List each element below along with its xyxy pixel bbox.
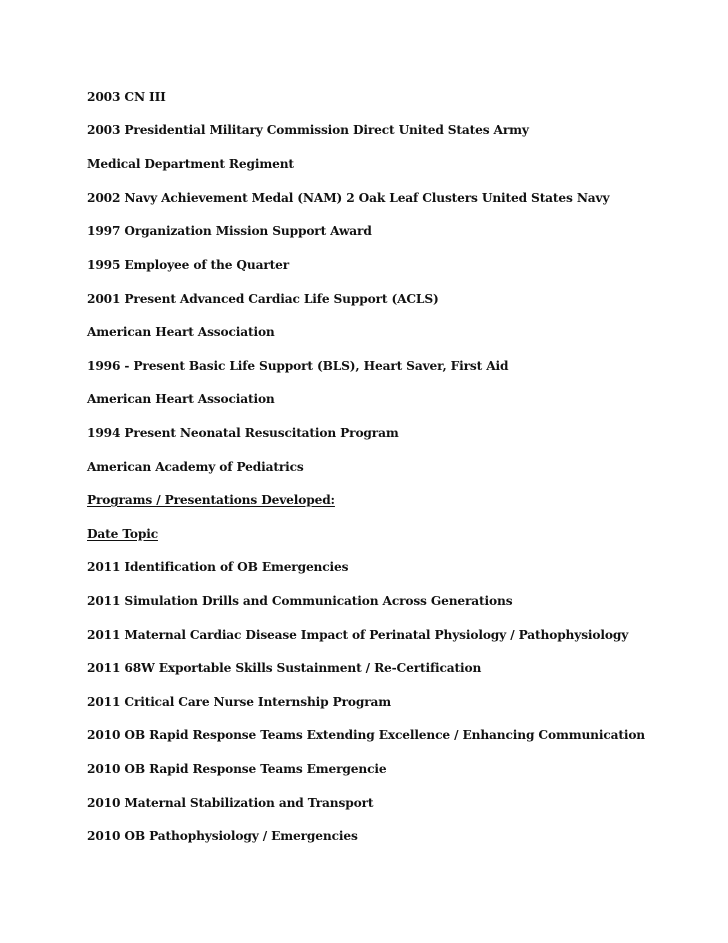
program-line: 2011 Maternal Cardiac Disease Impact of Perinatal Physiology / Pathophysiology: [87, 628, 629, 642]
award-line: 1995 Employee of the Quarter: [87, 258, 289, 272]
program-line: 2010 OB Rapid Response Teams Emergencie: [87, 762, 387, 776]
certification-line: 2001 Present Advanced Cardiac Life Support (ACLS): [87, 292, 439, 306]
certification-line: American Heart Association: [87, 325, 275, 339]
award-line: 2002 Navy Achievement Medal (NAM) 2 Oak Leaf Clusters United States Navy: [87, 191, 610, 205]
program-line: 2010 OB Pathophysiology / Emergencies: [87, 829, 358, 843]
certification-line: American Academy of Pediatrics: [87, 460, 304, 474]
certification-line: American Heart Association: [87, 392, 275, 406]
award-line: 1997 Organization Mission Support Award: [87, 224, 372, 238]
program-line: 2011 Critical Care Nurse Internship Program: [87, 695, 392, 709]
program-line: 2010 Maternal Stabilization and Transport: [87, 796, 374, 810]
program-line: 2011 Simulation Drills and Communication Across Generations: [87, 594, 513, 608]
program-line: 2011 Identification of OB Emergencies: [87, 560, 349, 574]
certification-line: 1996 - Present Basic Life Support (BLS), Heart Saver, First Aid: [87, 359, 509, 373]
program-line: 2010 OB Rapid Response Teams Extending Excellence / Enhancing Communication: [87, 728, 646, 742]
column-heading-date-topic: Date Topic: [87, 527, 158, 541]
award-line: 2003 CN III: [87, 90, 166, 104]
award-line: 2003 Presidential Military Commission Direct United States Army: [87, 123, 529, 137]
award-line: Medical Department Regiment: [87, 157, 294, 171]
certification-line: 1994 Present Neonatal Resuscitation Program: [87, 426, 399, 440]
program-line: 2011 68W Exportable Skills Sustainment / Re-Certification: [87, 661, 482, 675]
section-heading-programs: Programs / Presentations Developed:: [87, 493, 335, 507]
